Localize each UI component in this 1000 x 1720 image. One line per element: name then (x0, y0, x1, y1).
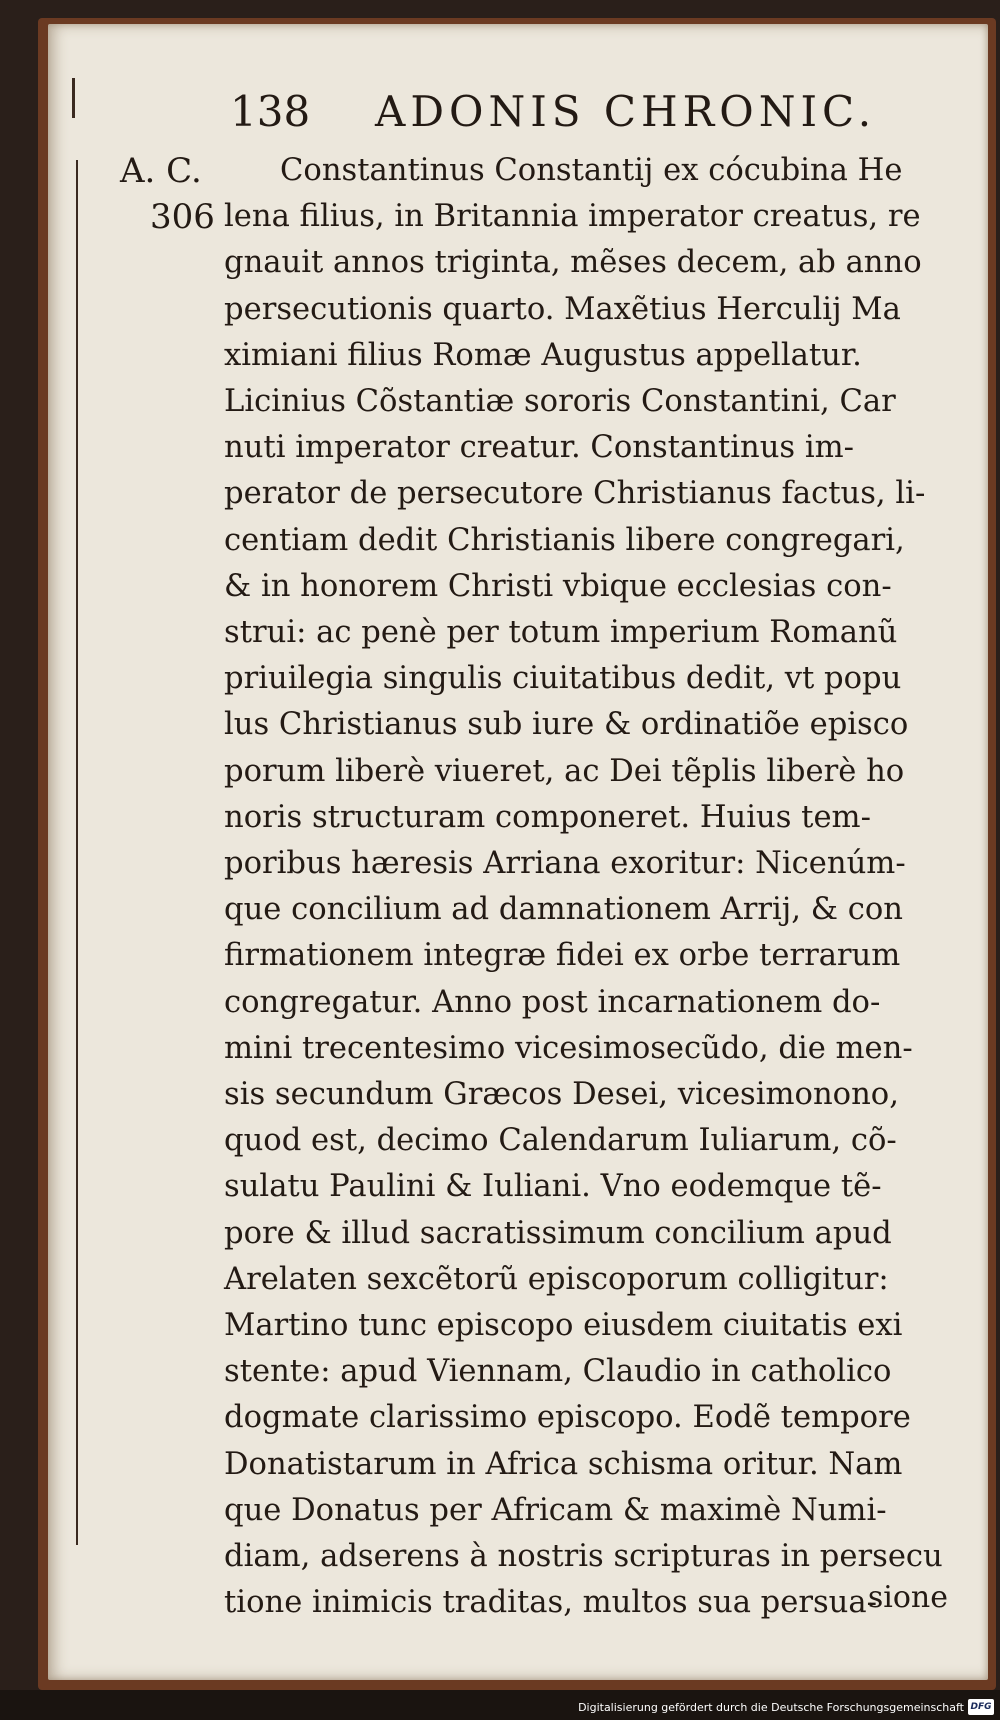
text-line: persecutionis quarto. Maxẽtius Herculij Ma (224, 291, 901, 327)
text-line: Arelaten sexcẽtorũ episcoporum colligitur: (224, 1261, 889, 1297)
text-line: sis secundum Græcos Desei, vicesimonono, (224, 1077, 899, 1113)
text-line: centiam dedit Christianis libere congregari, (224, 522, 905, 558)
margin-annotation (120, 148, 220, 240)
text-line: priuilegia singulis ciuitatibus dedit, vt popu (224, 661, 902, 697)
funding-credit: Digitalisierung gefördert durch die Deutsche Forschungsgemeinschaft (578, 1701, 964, 1714)
margin-year: 306 (150, 197, 215, 237)
text-line: pore & illud sacratissimum concilium apud (224, 1215, 892, 1251)
catchword: sione (867, 1580, 948, 1615)
text-line: Constantinus Constantij ex cócubina He (280, 153, 903, 188)
text-line: nuti imperator creatur. Constantinus im- (224, 430, 854, 466)
margin-rule-mark (72, 78, 75, 118)
text-line: Donatistarum in Africa schisma oritur. Nam (224, 1446, 903, 1482)
digitization-footer (0, 1690, 1000, 1720)
text-line: Martino tunc episcopo eiusdem ciuitatis exi (224, 1308, 903, 1344)
text-line: diam, adserens à nostris scripturas in persecu (224, 1539, 943, 1575)
text-line: strui: ac penè per totum imperium Romanũ (224, 615, 898, 651)
text-line: Licinius Cõstantiæ sororis Constantini, Car (224, 384, 896, 420)
running-title: ADONIS CHRONIC. (375, 87, 877, 136)
text-line: porum liberè viueret, ac Dei tẽplis liberè ho (224, 753, 905, 789)
text-line: & in honorem Christi vbique ecclesias con- (224, 568, 892, 604)
text-line: gnauit annos triginta, mẽses decem, ab anno (224, 245, 922, 281)
dfg-logo-icon: DFG (968, 1699, 994, 1715)
text-line: lena filius, in Britannia imperator creatus, re (224, 199, 921, 235)
text-line: perator de persecutore Christianus factus, li- (224, 476, 926, 512)
text-line: que concilium ad damnationem Arrij, & con (224, 892, 903, 928)
text-line: stente: apud Viennam, Claudio in catholico (224, 1354, 892, 1390)
text-line: sulatu Paulini & Iuliani. Vno eodemque tẽ- (224, 1169, 882, 1205)
text-line: quod est, decimo Calendarum Iuliarum, cõ- (224, 1123, 897, 1159)
margin-rule (76, 160, 78, 1545)
text-line: poribus hæresis Arriana exoritur: Nicenúm- (224, 846, 906, 882)
text-line: lus Christianus sub iure & ordinatiõe episco (224, 707, 909, 743)
text-line: firmationem integræ fidei ex orbe terrarum (224, 938, 901, 974)
body-text (224, 148, 964, 1627)
text-line: que Donatus per Africam & maximè Numi- (224, 1492, 887, 1528)
page-number: 138 (230, 87, 311, 136)
text-line: dogmate clarissimo episcopo. Eodẽ tempore (224, 1400, 911, 1436)
text-line: ximiani filius Romæ Augustus appellatur. (224, 337, 862, 373)
page-header (230, 86, 960, 146)
margin-era-label: A. C. (120, 151, 202, 191)
text-line: congregatur. Anno post incarnationem do- (224, 984, 881, 1020)
text-line: tione inimicis traditas, multos sua persua- (224, 1585, 877, 1621)
text-line: mini trecentesimo vicesimosecũdo, die men- (224, 1030, 913, 1066)
text-line: noris structuram componeret. Huius tem- (224, 799, 871, 835)
